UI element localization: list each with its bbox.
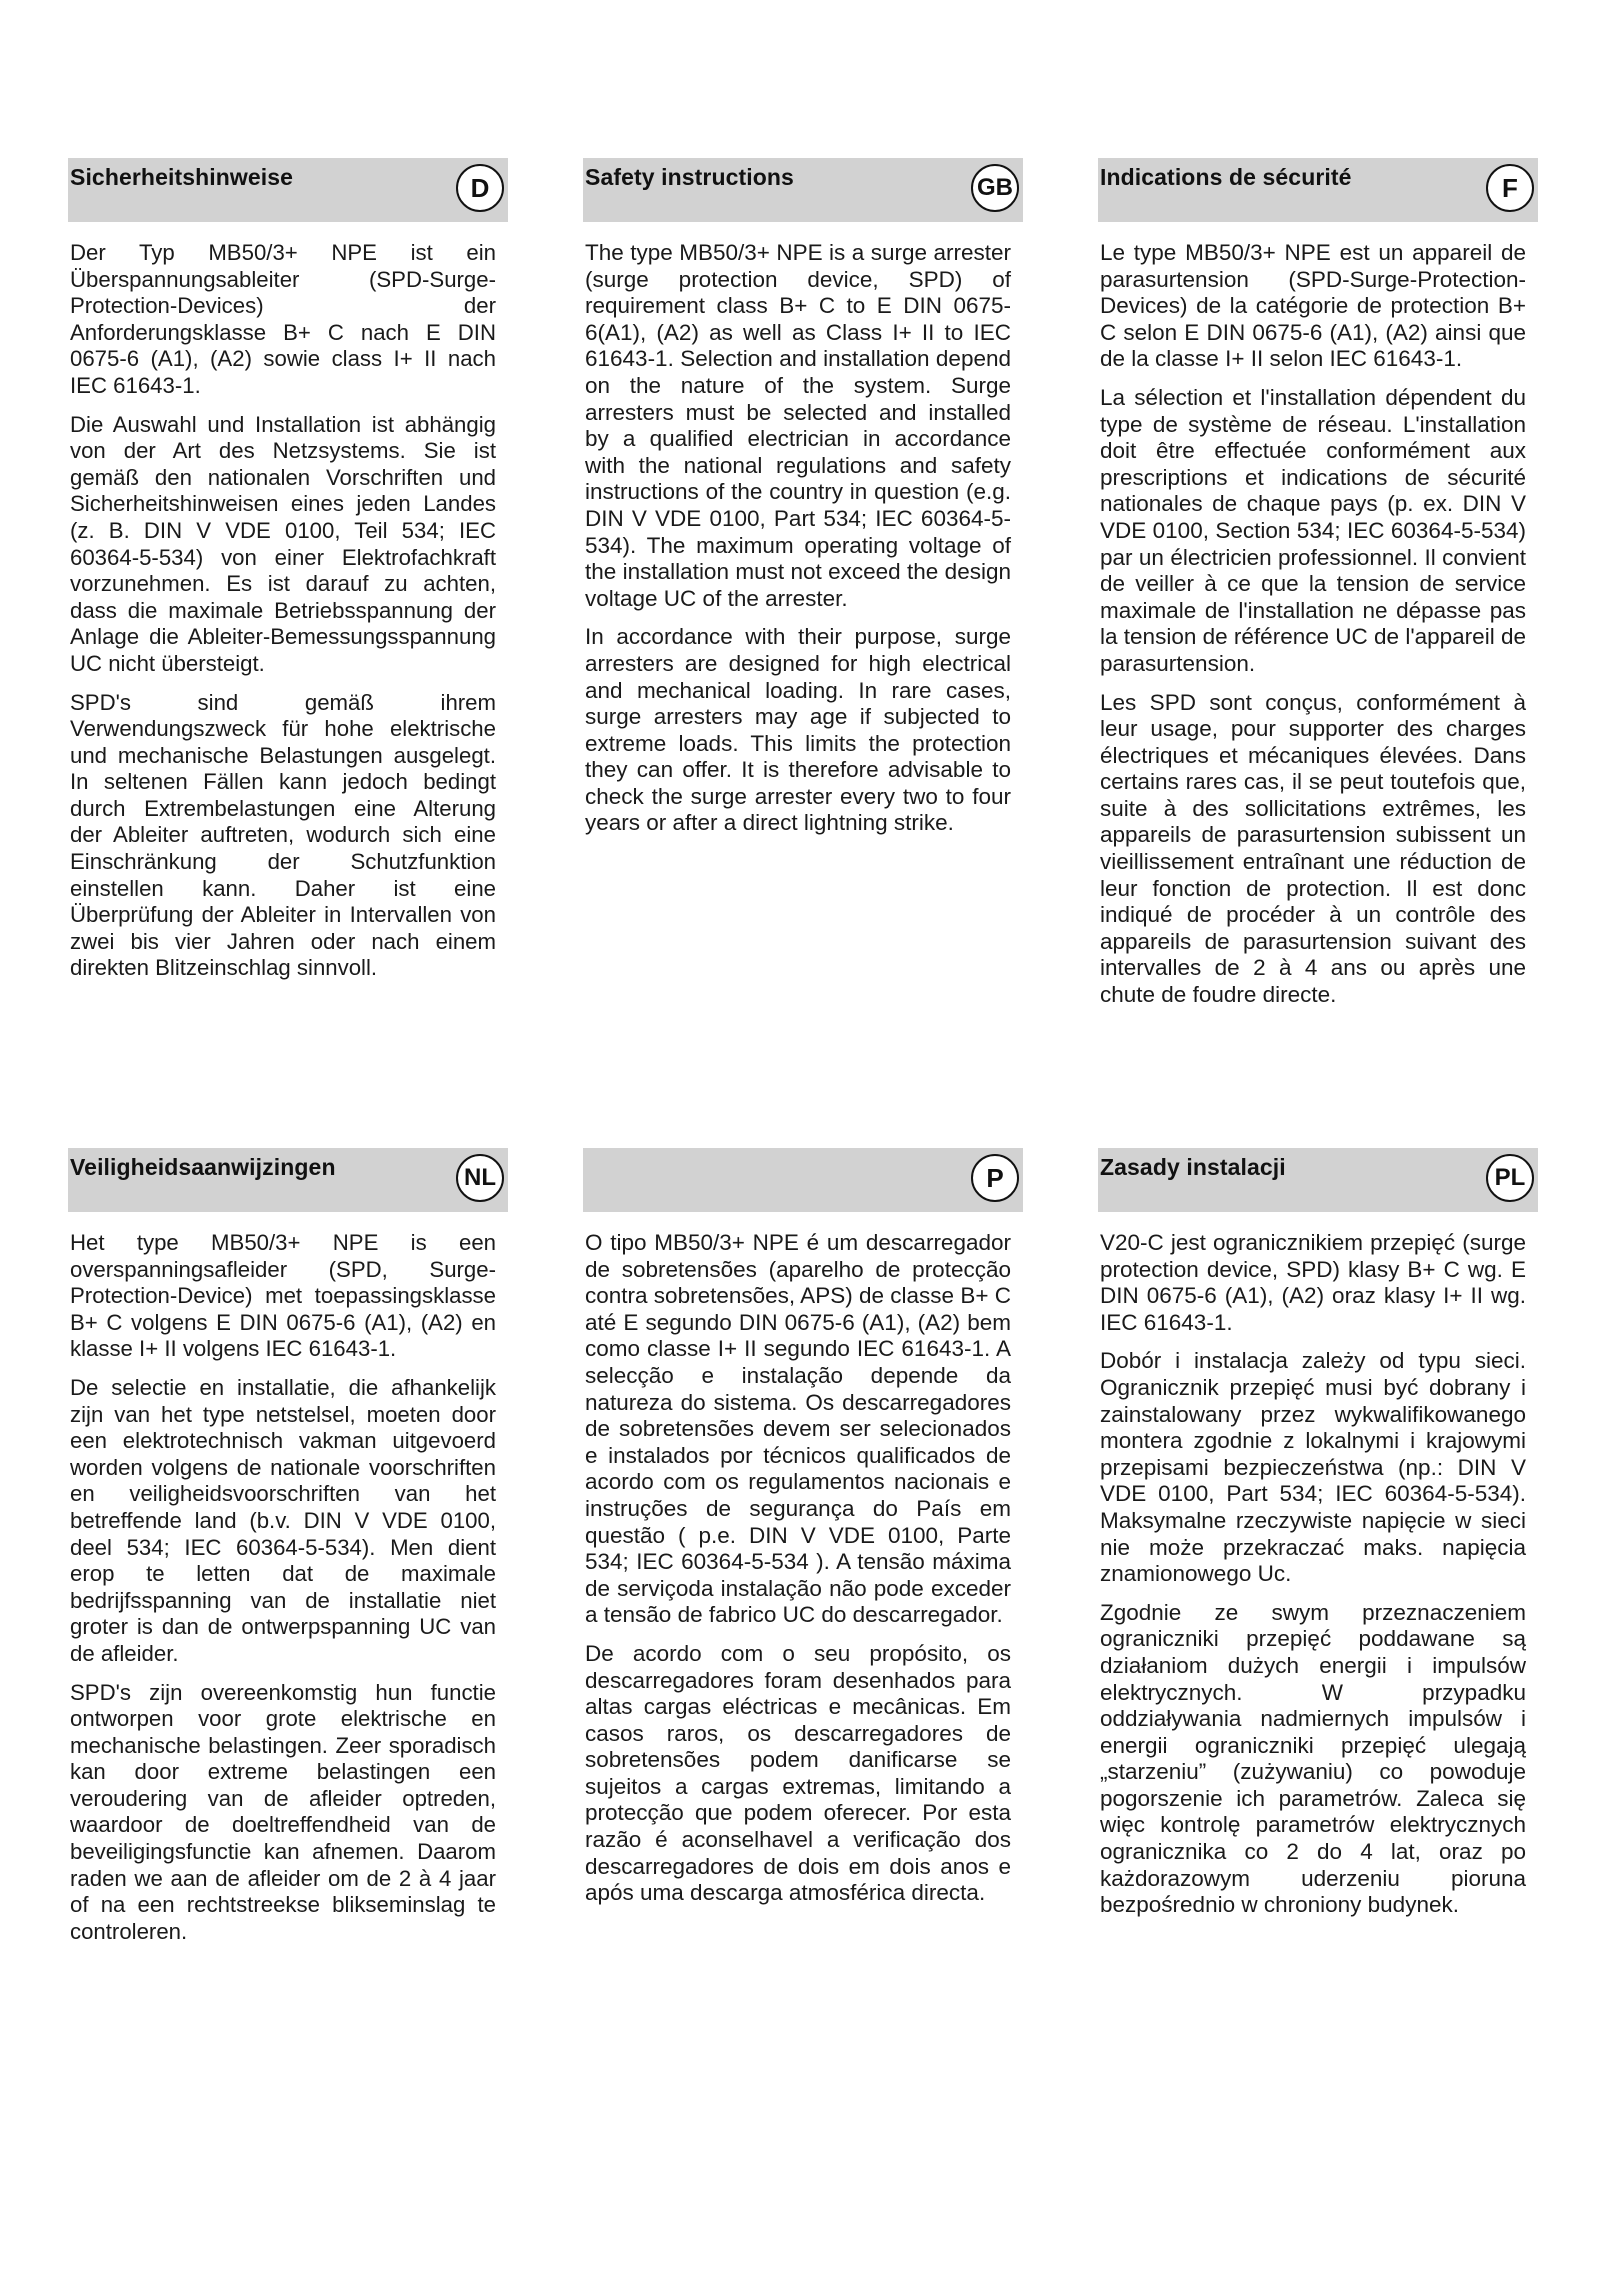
section-header [1098,158,1538,222]
paragraph: Het type MB50/3+ NPE is een overspanningsafleider (SPD, Surge-Protection-Device) met toepassingsklasse B+ C volgens E DIN 0675-6 (A1), (A2) en klasse I+ II volgens IEC 61643-1. [70,1230,496,1362]
section-body [1098,240,1538,1009]
paragraph: In accordance with their purpose, surge arresters are designed for high electrical and mechanical loading. In rare cases, surge arresters may age if subjected to extreme loads. This limits the protection they can offer. It is therefore advisable to check the surge arrester every two to four years or after a direct lightning strike. [585,624,1011,836]
language-badge: GB [971,164,1019,212]
section-title: Veiligheidsaanwijzingen [70,1154,336,1180]
paragraph: SPD's sind gemäß ihrem Verwendungszweck für hohe elektrische und mechanische Belastungen ausgelegt. In seltenen Fällen kann jedoch bedingt durch Extrembelastungen eine Alterung der Ableiter auftreten, wodurch sich eine Einschränkung der Schutzfunktion einstellen kann. Daher ist eine Überprüfung der Ableiter in Intervallen von zwei bis vier Jahren oder nach einem direkten Blitzeinschlag sinnvoll. [70,689,496,981]
paragraph: Le type MB50/3+ NPE est un appareil de parasurtension (SPD-Surge-Protection-Devices) de la catégorie de protection B+ C selon E DIN 0675-6 (A1), (A2) ainsi que de la classe I+ II selon IEC 61643-1. [1100,240,1526,372]
section-title: Zasady instalacji [1100,1154,1286,1180]
section-body [1098,1230,1538,1919]
section-body [583,240,1023,837]
section-de [68,158,508,994]
language-badge: F [1486,164,1534,212]
section-body [583,1230,1023,1907]
section-title: Sicherheitshinweise [70,164,294,190]
section-gb [583,158,1023,849]
section-header [68,158,508,222]
paragraph: De acordo com o seu propósito, os descarregadores foram desenhados para altas cargas eléctricas e mecânicas. Em casos raros, os descarregadores de sobretensões podem danificarse se sujeitos a cargas extremas, limitando a protecção que podem oferecer. Por esta razão é aconselhavel a verificação dos descarregadores de dois em dois anos e após uma descarga atmosférica directa. [585,1640,1011,1906]
paragraph: Der Typ MB50/3+ NPE ist ein Überspannungsableiter (SPD-Surge-Protection-Devices) der Anforderungsklasse B+ C nach E DIN 0675-6 (A1), (A2) sowie class I+ II nach IEC 61643-1. [70,240,496,398]
section-pl [1098,1148,1538,1931]
language-badge: P [971,1154,1019,1202]
paragraph: V20-C jest ogranicznikiem przepięć (surge protection device, SPD) klasy B+ C wg. E DIN 0675-6 (A1), (A2) oraz klasy I+ II wg. IEC 61643-1. [1100,1230,1526,1335]
paragraph: Dobór i instalacja zależy od typu sieci. Ogranicznik przepięć musi być dobrany i zainstalowany przez wykwalifikowanego montera zgodnie z lokalnymi i krajowymi przepisami bezpieczeństwa (np.: DIN V VDE 0100, Part 534; IEC 60364-5-534). Maksymalne rzeczywiste napięcie w sieci nie może przekraczać maks. napięcia znamionowego Uc. [1100,1348,1526,1587]
section-body [68,240,508,982]
paragraph: Zgodnie ze swym przeznaczeniem ograniczniki przepięć poddawane są działaniom dużych energii i impulsów elektrycznych. W przypadku oddziaływania nadmiernych impulsów i energii ograniczniki przepięć ulegają „starzeniu” (zużywaniu) co powoduje pogorszenie ich parametrów. Zaleca się więc kontrolę parametrów elektrycznych ogranicznika co 2 do 4 lat, oraz po każdorazowym uderzeniu pioruna bezpośrednio w chroniony budynek. [1100,1599,1526,1918]
language-badge: NL [456,1154,504,1202]
section-header [1098,1148,1538,1212]
paragraph: La sélection et l'installation dépendent du type de système de réseau. L'installation doit être effectuée conformément aux prescriptions et indications de sécurité nationales de chaque pays (p. ex. DIN V VDE 0100, Section 534; IEC 60364-5-534) par un électricien professionnel. Il convient de veiller à ce que la tension de service maximale de l'installation ne dépasse pas la tension de référence UC de l'appareil de parasurtension. [1100,384,1526,676]
language-badge: PL [1486,1154,1534,1202]
section-header [583,1148,1023,1212]
section-nl [68,1148,508,1957]
paragraph: De selectie en installatie, die afhankelijk zijn van het type netstelsel, moeten door een elektrotechnisch vakman uitgevoerd worden volgens de nationale voorschriften en veiligheidsvoorschriften van het betreffende land (b.v. DIN V VDE 0100, deel 534; IEC 60364-5-534). Men dient erop te letten dat de maximale bedrijfsspanning van de installatie niet groter is dan de ontwerpspanning UC van de afleider. [70,1374,496,1666]
section-body [68,1230,508,1945]
paragraph: Les SPD sont conçus, conformément à leur usage, pour supporter des charges électriques et mécaniques élevées. Dans certains rares cas, il se peut toutefois que, suite à des sollicitations extrêmes, les appareils de parasurtension subissent un vieillissement entraînant une réduction de leur fonction de protection. Il est donc indiqué de procéder à un contrôle des appareils de parasurtension suivant des intervalles de 2 à 4 ans ou après une chute de foudre directe. [1100,689,1526,1008]
paragraph: The type MB50/3+ NPE is a surge arrester (surge protection device, SPD) of requirement class B+ C to E DIN 0675-6(A1), (A2) as well as Class I+ II to IEC 61643-1. Selection and installation depend on the nature of the system. Surge arresters must be selected and installed by a qualified electrician in accordance with the national regulations and safety instructions of the country in question (e.g. DIN V VDE 0100, Part 534; IEC 60364-5-534). The maximum operating voltage of the installation must not exceed the design voltage UC of the arrester. [585,240,1011,611]
paragraph: O tipo MB50/3+ NPE é um descarregador de sobretensões (aparelho de protecção contra sobretensões, APS) de classe B+ C até E segundo DIN 0675-6 (A1), (A2) bem como classe I+ II segundo IEC 61643-1. A selecção e instalação depende da natureza do sistema. Os descarregadores de sobretensões devem ser selecionados e instalados por técnicos qualificados de acordo com os regulamentos nacionais e instruções de segurança do País em questão ( p.e. DIN V VDE 0100, Parte 534; IEC 60364-5-534 ). A tensão máxima de serviçoda instalação não pode exceder a tensão de fabrico UC do descarregador. [585,1230,1011,1628]
section-title: Safety instructions [585,164,794,190]
paragraph: SPD's zijn overeenkomstig hun functie ontworpen voor grote elektrische en mechanische belastingen. Zeer sporadisch kan door extreme belastingen een veroudering van de afleider optreden, waardoor de doeltreffendheid van de beveiligingsfunctie kan afnemen. Daarom raden we aan de afleider om de 2 à 4 jaar of na een rechtstreekse blikseminslag te controleren. [70,1679,496,1944]
paragraph: Die Auswahl und Installation ist abhängig von der Art des Netzsystems. Sie ist gemäß den nationalen Vorschriften und Sicherheitshinweisen eines jeden Landes (z. B. DIN V VDE 0100, Teil 534; IEC 60364-5-534) von einer Elektrofachkraft vorzunehmen. Es ist darauf zu achten, dass die maximale Betriebsspannung der Anlage die Ableiter-Bemessungsspannung UC nicht übersteigt. [70,411,496,676]
section-title: Indications de sécurité [1100,164,1352,190]
language-badge: D [456,164,504,212]
section-fr [1098,158,1538,1021]
section-pt [583,1148,1023,1919]
section-header [68,1148,508,1212]
section-header [583,158,1023,222]
